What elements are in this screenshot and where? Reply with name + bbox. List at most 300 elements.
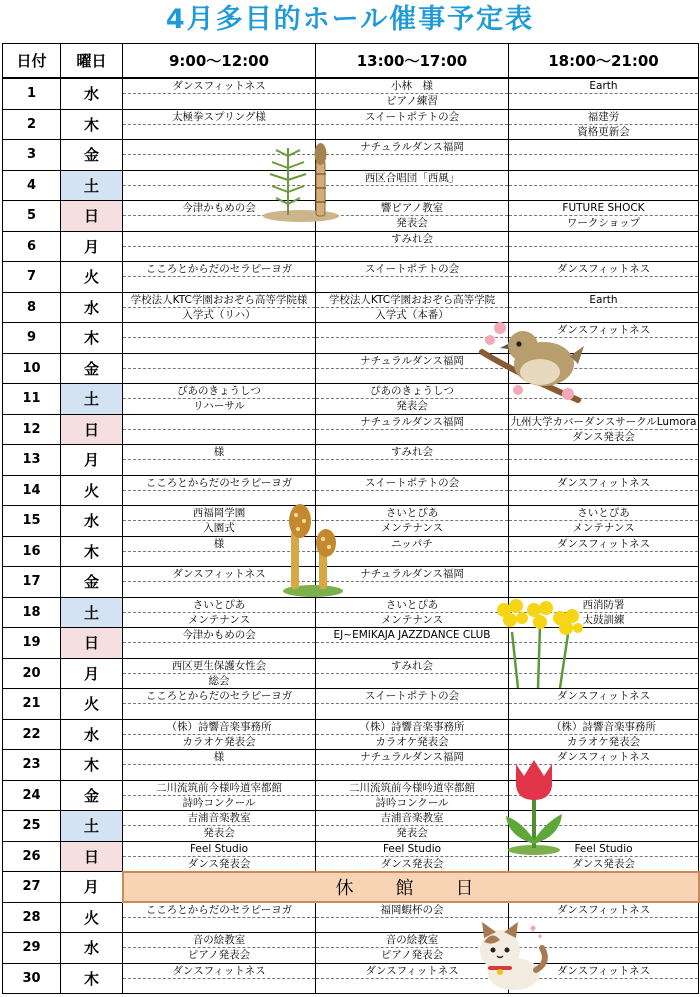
schedule-row xyxy=(3,811,699,842)
event-line-1: （株）詩響音楽事務所 xyxy=(316,720,508,735)
day-number: 30 xyxy=(3,963,61,994)
slot-evening xyxy=(509,567,699,598)
weekday: 水 xyxy=(61,292,123,323)
slot-afternoon xyxy=(316,567,509,598)
slot-afternoon xyxy=(316,811,509,842)
event-line-2: 入学式（本番） xyxy=(375,308,449,321)
event-line-1: すみれ会 xyxy=(316,445,508,460)
event-line-1: スイートポテトの会 xyxy=(316,689,508,704)
weekday: 木 xyxy=(61,963,123,994)
schedule-row xyxy=(3,506,699,537)
event-line-1: 福建労 xyxy=(509,110,698,125)
slot-afternoon xyxy=(316,719,509,750)
event-line-2: 総会 xyxy=(208,674,230,687)
slot-morning xyxy=(123,719,316,750)
slot-morning xyxy=(123,628,316,659)
event-line-2 xyxy=(316,186,508,200)
event-line-1: さいとぴあ xyxy=(509,506,698,521)
header-slot-morning: 9:00～12:00 xyxy=(123,44,316,79)
schedule-row xyxy=(3,841,699,872)
schedule-row xyxy=(3,933,699,964)
slot-evening xyxy=(509,109,699,140)
event-line-2: 発表会 xyxy=(396,217,428,230)
event-line-1: 響ピアノ教室 xyxy=(316,201,508,216)
schedule-row xyxy=(3,536,699,567)
event-line-2 xyxy=(123,94,315,108)
event-line-1 xyxy=(509,171,698,186)
schedule-row xyxy=(3,872,699,903)
header-day: 日付 xyxy=(3,44,61,79)
slot-morning xyxy=(123,384,316,415)
slot-afternoon xyxy=(316,506,509,537)
slot-morning xyxy=(123,963,316,994)
event-line-2 xyxy=(316,430,508,444)
slot-morning xyxy=(123,78,316,109)
event-line-1: ナチュラルダンス福岡 xyxy=(316,140,508,155)
day-number: 2 xyxy=(3,109,61,140)
schedule-row xyxy=(3,414,699,445)
event-line-2: ピアノ練習 xyxy=(386,95,438,108)
event-line-2: 入学式（リハ） xyxy=(182,308,256,321)
event-line-1 xyxy=(123,415,315,430)
event-line-2 xyxy=(509,277,698,291)
weekday: 土 xyxy=(61,597,123,628)
event-line-1: さいとぴあ xyxy=(316,598,508,613)
slot-evening xyxy=(509,506,699,537)
event-line-1: FUTURE SHOCK xyxy=(509,201,698,216)
event-line-1: （株）詩響音楽事務所 xyxy=(123,720,315,735)
weekday: 火 xyxy=(61,689,123,720)
day-number: 19 xyxy=(3,628,61,659)
event-line-2: ダンス発表会 xyxy=(187,857,251,870)
slot-morning xyxy=(123,689,316,720)
day-number: 3 xyxy=(3,140,61,171)
day-number: 1 xyxy=(3,78,61,109)
weekday: 日 xyxy=(61,414,123,445)
schedule-row xyxy=(3,475,699,506)
event-line-1: ぴあのきょうしつ xyxy=(123,384,315,399)
schedule-row xyxy=(3,201,699,232)
event-line-2 xyxy=(509,491,698,505)
event-line-2 xyxy=(123,765,315,779)
event-line-1: EJ~EMIKAJA JAZZDANCE CLUB xyxy=(316,628,508,643)
event-line-1: 音の絵教室 xyxy=(123,933,315,948)
event-line-2 xyxy=(509,460,698,474)
day-number: 28 xyxy=(3,902,61,933)
event-line-2: メンテナンス xyxy=(380,613,444,626)
event-line-2: ワークショップ xyxy=(566,217,641,230)
event-line-2: 詩吟コンクール xyxy=(182,796,256,809)
event-line-1: 今津かもめの会 xyxy=(123,201,315,216)
event-line-1: スイートポテトの会 xyxy=(316,110,508,125)
weekday: 火 xyxy=(61,902,123,933)
slot-afternoon xyxy=(316,109,509,140)
event-line-1 xyxy=(509,140,698,155)
event-line-1: ナチュラルダンス福岡 xyxy=(316,750,508,765)
slot-afternoon xyxy=(316,262,509,293)
event-line-2: 資格更新会 xyxy=(577,125,630,138)
schedule-body xyxy=(3,78,699,994)
event-line-1: 学校法人KTC学園おおぞら高等学院様 xyxy=(123,293,315,308)
event-line-1: Earth xyxy=(509,293,698,308)
event-line-2: ダンス発表会 xyxy=(380,857,444,870)
slot-evening xyxy=(509,719,699,750)
event-line-2 xyxy=(123,979,315,993)
weekday: 日 xyxy=(61,628,123,659)
slot-morning xyxy=(123,658,316,689)
schedule-row xyxy=(3,719,699,750)
weekday: 木 xyxy=(61,536,123,567)
event-line-1: ダンスフィットネス xyxy=(509,750,698,765)
slot-morning xyxy=(123,811,316,842)
slot-afternoon xyxy=(316,597,509,628)
slot-evening xyxy=(509,231,699,262)
event-line-1: （株）詩響音楽事務所 xyxy=(509,720,698,735)
slot-afternoon xyxy=(316,78,509,109)
event-line-2: ダンス発表会 xyxy=(572,430,635,443)
day-number: 8 xyxy=(3,292,61,323)
day-number: 17 xyxy=(3,567,61,598)
event-line-1 xyxy=(509,567,698,582)
slot-evening xyxy=(509,414,699,445)
weekday: 水 xyxy=(61,506,123,537)
day-number: 15 xyxy=(3,506,61,537)
event-line-2: 発表会 xyxy=(203,827,235,840)
weekday: 金 xyxy=(61,140,123,171)
event-line-1 xyxy=(123,323,315,338)
day-number: 16 xyxy=(3,536,61,567)
weekday: 水 xyxy=(61,719,123,750)
event-line-2 xyxy=(509,247,698,261)
header-slot-evening: 18:00～21:00 xyxy=(509,44,699,79)
event-line-2 xyxy=(316,277,508,291)
header-weekday: 曜日 xyxy=(61,44,123,79)
event-line-2: メンテナンス xyxy=(380,522,444,535)
event-line-1: ダンスフィットネス xyxy=(509,262,698,277)
event-line-1: 今津かもめの会 xyxy=(123,628,315,643)
schedule-row xyxy=(3,323,699,354)
slot-morning xyxy=(123,750,316,781)
event-line-2 xyxy=(316,582,508,596)
slot-evening xyxy=(509,262,699,293)
slot-morning xyxy=(123,414,316,445)
closed-day-banner: 休 館 日 xyxy=(123,872,699,903)
event-line-2: メンテナンス xyxy=(572,522,635,535)
event-line-1 xyxy=(123,232,315,247)
page-title: 4月多目的ホール催事予定表 xyxy=(165,4,535,35)
event-line-2 xyxy=(123,125,315,139)
event-line-1 xyxy=(509,445,698,460)
header-slot-afternoon: 13:00～17:00 xyxy=(316,44,509,79)
header-row xyxy=(3,44,699,79)
day-number: 9 xyxy=(3,323,61,354)
event-line-2: 詩吟コンクール xyxy=(375,796,449,809)
event-line-1: ダンスフィットネス xyxy=(123,79,315,94)
event-line-1: Feel Studio xyxy=(509,842,698,857)
rapeseed-illustration xyxy=(490,596,588,692)
event-line-1: 二川流筑前今様吟道宰都館 xyxy=(123,781,315,796)
event-line-1: 小林 様 xyxy=(316,79,508,94)
event-line-2: 太鼓訓練 xyxy=(582,613,625,626)
schedule-row xyxy=(3,750,699,781)
event-line-1: 様 xyxy=(123,537,315,552)
schedule-row xyxy=(3,384,699,415)
event-line-2 xyxy=(509,94,698,108)
slot-evening xyxy=(509,475,699,506)
schedule-row xyxy=(3,445,699,476)
event-line-2: カラオケ発表会 xyxy=(375,735,449,748)
weekday: 土 xyxy=(61,811,123,842)
day-number: 27 xyxy=(3,872,61,903)
event-line-1: 福岡蝦杯の会 xyxy=(316,903,508,918)
slot-morning xyxy=(123,323,316,354)
day-number: 11 xyxy=(3,384,61,415)
day-number: 24 xyxy=(3,780,61,811)
event-line-1: ナチュラルダンス福岡 xyxy=(316,415,508,430)
slot-morning xyxy=(123,109,316,140)
tulip-illustration xyxy=(502,756,566,856)
slot-morning xyxy=(123,902,316,933)
event-line-1: スイートポテトの会 xyxy=(316,262,508,277)
event-line-1: こころとからだのセラピーヨガ xyxy=(123,476,315,491)
schedule-row xyxy=(3,170,699,201)
slot-afternoon xyxy=(316,780,509,811)
slot-morning xyxy=(123,445,316,476)
day-number: 7 xyxy=(3,262,61,293)
event-line-2: 発表会 xyxy=(396,827,428,840)
weekday: 水 xyxy=(61,933,123,964)
slot-evening xyxy=(509,78,699,109)
schedule-row xyxy=(3,597,699,628)
slot-morning xyxy=(123,353,316,384)
slot-evening xyxy=(509,445,699,476)
weekday: 金 xyxy=(61,353,123,384)
weekday: 金 xyxy=(61,567,123,598)
event-line-1: 音の絵教室 xyxy=(316,933,508,948)
event-line-1: 学校法人KTC学園おおぞら高等学院 xyxy=(316,293,508,308)
schedule-row xyxy=(3,140,699,171)
day-number: 26 xyxy=(3,841,61,872)
slot-afternoon xyxy=(316,170,509,201)
event-line-1: 西区合唱団「西風」 xyxy=(316,171,508,186)
event-line-1: ダンスフィットネス xyxy=(509,537,698,552)
day-number: 23 xyxy=(3,750,61,781)
event-line-2 xyxy=(316,491,508,505)
event-line-2 xyxy=(123,460,315,474)
event-line-1: ダンスフィットネス xyxy=(509,689,698,704)
day-number: 10 xyxy=(3,353,61,384)
day-number: 14 xyxy=(3,475,61,506)
event-line-2 xyxy=(509,552,698,566)
event-line-1: すみれ会 xyxy=(316,232,508,247)
event-line-2 xyxy=(316,704,508,718)
schedule-row xyxy=(3,628,699,659)
weekday: 木 xyxy=(61,109,123,140)
slot-afternoon xyxy=(316,475,509,506)
weekday: 木 xyxy=(61,323,123,354)
event-line-2 xyxy=(509,704,698,718)
day-number: 21 xyxy=(3,689,61,720)
slot-morning xyxy=(123,292,316,323)
day-number: 20 xyxy=(3,658,61,689)
weekday: 月 xyxy=(61,658,123,689)
event-line-2: カラオケ発表会 xyxy=(566,735,641,748)
event-line-2: ピアノ発表会 xyxy=(380,949,444,962)
event-line-2 xyxy=(123,277,315,291)
slot-morning xyxy=(123,262,316,293)
day-number: 25 xyxy=(3,811,61,842)
day-number: 12 xyxy=(3,414,61,445)
event-line-1: ぴあのきょうしつ xyxy=(316,384,508,399)
schedule-row xyxy=(3,231,699,262)
event-line-1: さいとぴあ xyxy=(123,598,315,613)
slot-afternoon xyxy=(316,445,509,476)
event-line-2: 入園式 xyxy=(203,522,235,535)
weekday: 土 xyxy=(61,384,123,415)
slot-morning xyxy=(123,475,316,506)
event-line-2 xyxy=(316,643,508,657)
event-line-1: ナチュラルダンス福岡 xyxy=(316,354,508,369)
event-line-1: 吉浦音楽教室 xyxy=(316,811,508,826)
event-line-2: ピアノ発表会 xyxy=(187,949,251,962)
event-line-1: 様 xyxy=(123,750,315,765)
event-line-1: ダンスフィットネス xyxy=(316,964,508,979)
event-line-1: ダンスフィットネス xyxy=(509,964,698,979)
slot-afternoon xyxy=(316,841,509,872)
schedule-row xyxy=(3,353,699,384)
event-line-2 xyxy=(123,369,315,383)
event-line-2 xyxy=(509,582,698,596)
event-line-2 xyxy=(123,918,315,932)
schedule-row xyxy=(3,292,699,323)
event-line-1: Feel Studio xyxy=(316,842,508,857)
weekday: 日 xyxy=(61,841,123,872)
mushroom-illustration xyxy=(282,503,344,599)
slot-afternoon xyxy=(316,536,509,567)
weekday: 月 xyxy=(61,445,123,476)
event-line-1: ニッパチ xyxy=(316,537,508,552)
event-line-1: 九州大学カバーダンスサークルLumora xyxy=(510,415,697,428)
event-line-2 xyxy=(123,430,315,444)
event-line-2 xyxy=(316,460,508,474)
day-number: 29 xyxy=(3,933,61,964)
slot-afternoon xyxy=(316,750,509,781)
cat-illustration xyxy=(470,922,550,994)
event-line-1 xyxy=(123,354,315,369)
event-line-2: カラオケ発表会 xyxy=(182,735,256,748)
slot-evening xyxy=(509,689,699,720)
event-line-1: Earth xyxy=(509,79,698,94)
weekday: 火 xyxy=(61,475,123,506)
slot-evening xyxy=(509,170,699,201)
schedule-row xyxy=(3,658,699,689)
event-line-1: ダンスフィットネス xyxy=(509,323,698,338)
event-line-1: スイートポテトの会 xyxy=(316,476,508,491)
slot-morning xyxy=(123,780,316,811)
weekday: 金 xyxy=(61,780,123,811)
weekday: 月 xyxy=(61,231,123,262)
event-line-2 xyxy=(509,186,698,200)
event-line-2: メンテナンス xyxy=(187,613,251,626)
event-line-1: すみれ会 xyxy=(316,659,508,674)
event-line-1: こころとからだのセラピーヨガ xyxy=(123,262,315,277)
schedule-row xyxy=(3,109,699,140)
event-line-2 xyxy=(123,643,315,657)
schedule-row xyxy=(3,689,699,720)
event-line-1: ダンスフィットネス xyxy=(509,476,698,491)
day-number: 13 xyxy=(3,445,61,476)
day-number: 5 xyxy=(3,201,61,232)
event-line-2: 発表会 xyxy=(396,400,428,413)
slot-afternoon xyxy=(316,689,509,720)
event-line-1: ダンスフィットネス xyxy=(123,567,315,582)
event-line-1: こころとからだのセラピーヨガ xyxy=(123,903,315,918)
slot-evening xyxy=(509,536,699,567)
event-line-1: Feel Studio xyxy=(123,842,315,857)
slot-afternoon xyxy=(316,231,509,262)
event-line-2 xyxy=(316,155,508,169)
event-line-2 xyxy=(316,125,508,139)
event-line-1: ダンスフィットネス xyxy=(509,903,698,918)
event-line-2: リハーサル xyxy=(193,400,245,413)
day-number: 4 xyxy=(3,170,61,201)
event-line-2 xyxy=(123,338,315,352)
event-line-1: さいとぴあ xyxy=(316,506,508,521)
bird-illustration xyxy=(478,314,586,408)
event-line-2 xyxy=(316,765,508,779)
event-line-2 xyxy=(316,552,508,566)
schedule-row xyxy=(3,262,699,293)
event-line-1: 太極拳スプリング様 xyxy=(123,110,315,125)
weekday: 日 xyxy=(61,201,123,232)
weekday: 月 xyxy=(61,872,123,903)
event-line-1: 様 xyxy=(123,445,315,460)
slot-afternoon xyxy=(316,140,509,171)
slot-evening xyxy=(509,201,699,232)
schedule-table xyxy=(2,43,700,994)
event-line-1: ダンスフィットネス xyxy=(123,964,315,979)
schedule-row xyxy=(3,902,699,933)
event-line-1: 西消防署 xyxy=(509,598,698,613)
weekday: 木 xyxy=(61,750,123,781)
slot-morning xyxy=(123,597,316,628)
event-line-2 xyxy=(509,155,698,169)
slot-afternoon xyxy=(316,201,509,232)
weekday: 水 xyxy=(61,78,123,109)
schedule-row xyxy=(3,963,699,994)
event-line-1: こころとからだのセラピーヨガ xyxy=(123,689,315,704)
slot-morning xyxy=(123,231,316,262)
slot-afternoon xyxy=(316,414,509,445)
horsetail-illustration xyxy=(258,140,344,224)
event-line-1 xyxy=(509,232,698,247)
event-line-1: 吉浦音楽教室 xyxy=(123,811,315,826)
weekday: 火 xyxy=(61,262,123,293)
event-line-2 xyxy=(123,247,315,261)
schedule-row xyxy=(3,780,699,811)
slot-morning xyxy=(123,841,316,872)
day-number: 22 xyxy=(3,719,61,750)
schedule-row xyxy=(3,567,699,598)
event-line-1: 西区更生保護女性会 xyxy=(123,659,315,674)
slot-afternoon xyxy=(316,628,509,659)
event-line-2 xyxy=(316,674,508,688)
event-line-2: ダンス発表会 xyxy=(572,857,635,870)
slot-evening xyxy=(509,140,699,171)
weekday: 土 xyxy=(61,170,123,201)
event-line-1: ナチュラルダンス福岡 xyxy=(316,567,508,582)
slot-afternoon xyxy=(316,658,509,689)
